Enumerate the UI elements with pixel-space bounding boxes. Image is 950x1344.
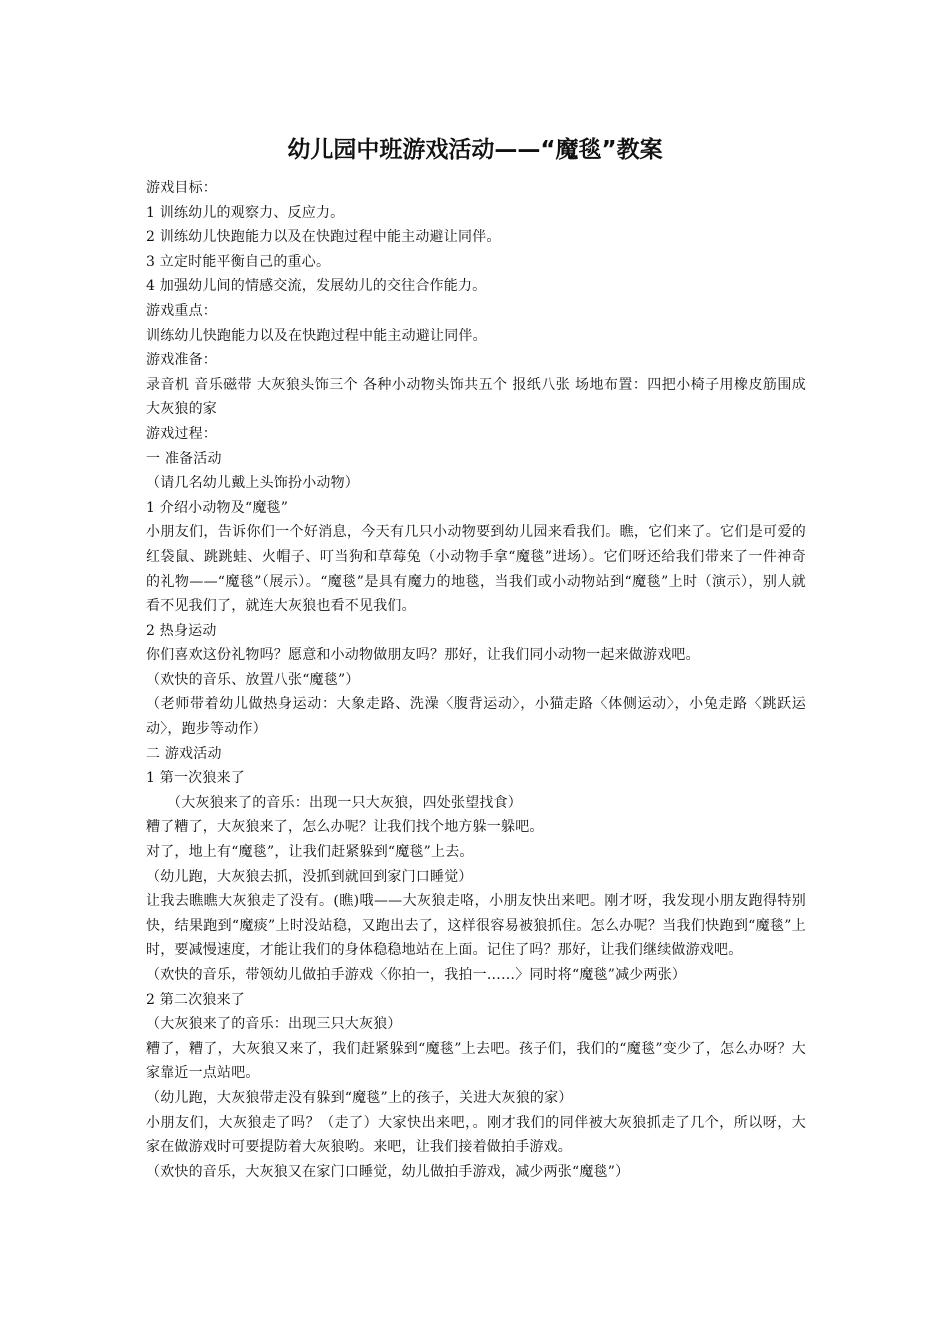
section-heading-focus: 游戏重点： [146,302,217,319]
stage-direction: （老师带着幼儿做热身运动：大象走路、洗澡〈腹背运动〉，小猫走路〈体侧运动〉，小兔走路〈跳跃运动〉，跑步等动作） [146,696,806,738]
paragraph: 糟了糟了，大灰狼来了，怎么办呢？让我们找个地方躲一躲吧。 [146,819,544,836]
subsection-heading: 一 准备活动 [146,450,222,467]
stage-direction: （欢快的音乐，带领幼儿做拍手游戏〈你拍一，我拍一……〉同时将“魔毯”减少两张） [146,967,687,983]
section-heading-goals: 游戏目标： [146,180,217,196]
step-heading: 2 第二次狼来了 [146,991,245,1008]
preparation-text: 录音机 音乐磁带 大灰狼头饰三个 各种小动物头饰共五个 报纸八张 场地布置：四把小椅子用橡皮筋围成大灰狼的家 [146,376,806,418]
goal-item: 2 训练幼儿快跑能力以及在快跑过程中能主动避让同伴。 [146,229,501,246]
stage-direction: （大灰狼来了的音乐：出现一只大灰狼，四处张望找食） [167,794,522,811]
goal-item: 1 训练幼儿的观察力、反应力。 [146,204,345,221]
document-body [146,176,806,1184]
paragraph: 你们喜欢这份礼物吗？愿意和小动物做朋友吗？那好，让我们同小动物一起来做游戏吧。 [146,647,700,664]
paragraph: 对了，地上有“魔毯”，让我们赶紧躲到“魔毯”上去。 [146,844,474,861]
stage-direction: （欢快的音乐，大灰狼又在家门口睡觉，幼儿做拍手游戏，减少两张“魔毯”） [146,1163,630,1180]
section-heading-process: 游戏过程： [146,425,217,442]
stage-direction: （欢快的音乐、放置八张“魔毯”） [146,671,360,688]
step-heading: 1 第一次狼来了 [146,770,245,787]
paragraph: 小朋友们，告诉你们一个好消息，今天有几只小动物要到幼儿园来看我们。瞧，它们来了。它们是可爱的红袋鼠、跳跳蛙、火帽子、叮当狗和草莓兔（小动物手拿“魔毯”进场）。它们呀还给我们带来了一件神奇的礼物——“魔毯”（展示）。“魔毯”是具有魔力的地毯，当我们或小动物站到“魔毯”上时（演示），别人就看不见我们了，就连大灰狼也看不见我们。 [146,524,806,615]
step-heading: 1 介绍小动物及“魔毯” [146,499,289,516]
document-title: 幼儿园中班游戏活动——“魔毯”教案 [287,137,663,163]
focus-text: 训练幼儿快跑能力以及在快跑过程中能主动避让同伴。 [146,327,487,344]
goal-item: 3 立定时能平衡自己的重心。 [146,253,331,270]
paragraph: 小朋友们，大灰狼走了吗？（走了）大家快出来吧，。刚才我们的同伴被大灰狼抓走了几个，所以呀，大家在做游戏时可要提防着大灰狼哟。来吧，让我们接着做拍手游戏。 [146,1114,806,1156]
stage-direction: （幼儿跑，大灰狼去抓，没抓到就回到家门口睡觉） [146,868,473,885]
section-heading-preparation: 游戏准备： [146,352,217,369]
paragraph: 让我去瞧瞧大灰狼走了没有。(瞧)哦——大灰狼走咯，小朋友快出来吧。刚才呀，我发现小朋友跑得特别快，结果跑到“魔痰”上时没站稳，又跑出去了，这样很容易被狼抓住。怎么办呢？当我们快跑到“魔毯”上时，要减慢速度，才能让我们的身体稳稳地站在上面。记住了吗？那好，让我们继续做游戏吧。 [146,893,806,959]
step-heading: 2 热身运动 [146,622,217,639]
stage-direction: （幼儿跑，大灰狼带走没有躲到“魔毯”上的孩子，关进大灰狼的家） [146,1089,573,1106]
stage-direction: （请几名幼儿戴上头饰扮小动物） [146,475,359,492]
subsection-heading: 二 游戏活动 [146,745,222,762]
goal-item: 4 加强幼儿间的情感交流，发展幼儿的交往合作能力。 [146,278,487,295]
paragraph: 糟了，糟了，大灰狼又来了，我们赶紧躲到“魔毯”上去吧。孩子们，我们的“魔毯”变少了，怎么办呀？大家靠近一点站吧。 [146,1040,806,1082]
stage-direction: （大灰狼来了的音乐：出现三只大灰狼） [146,1016,402,1033]
